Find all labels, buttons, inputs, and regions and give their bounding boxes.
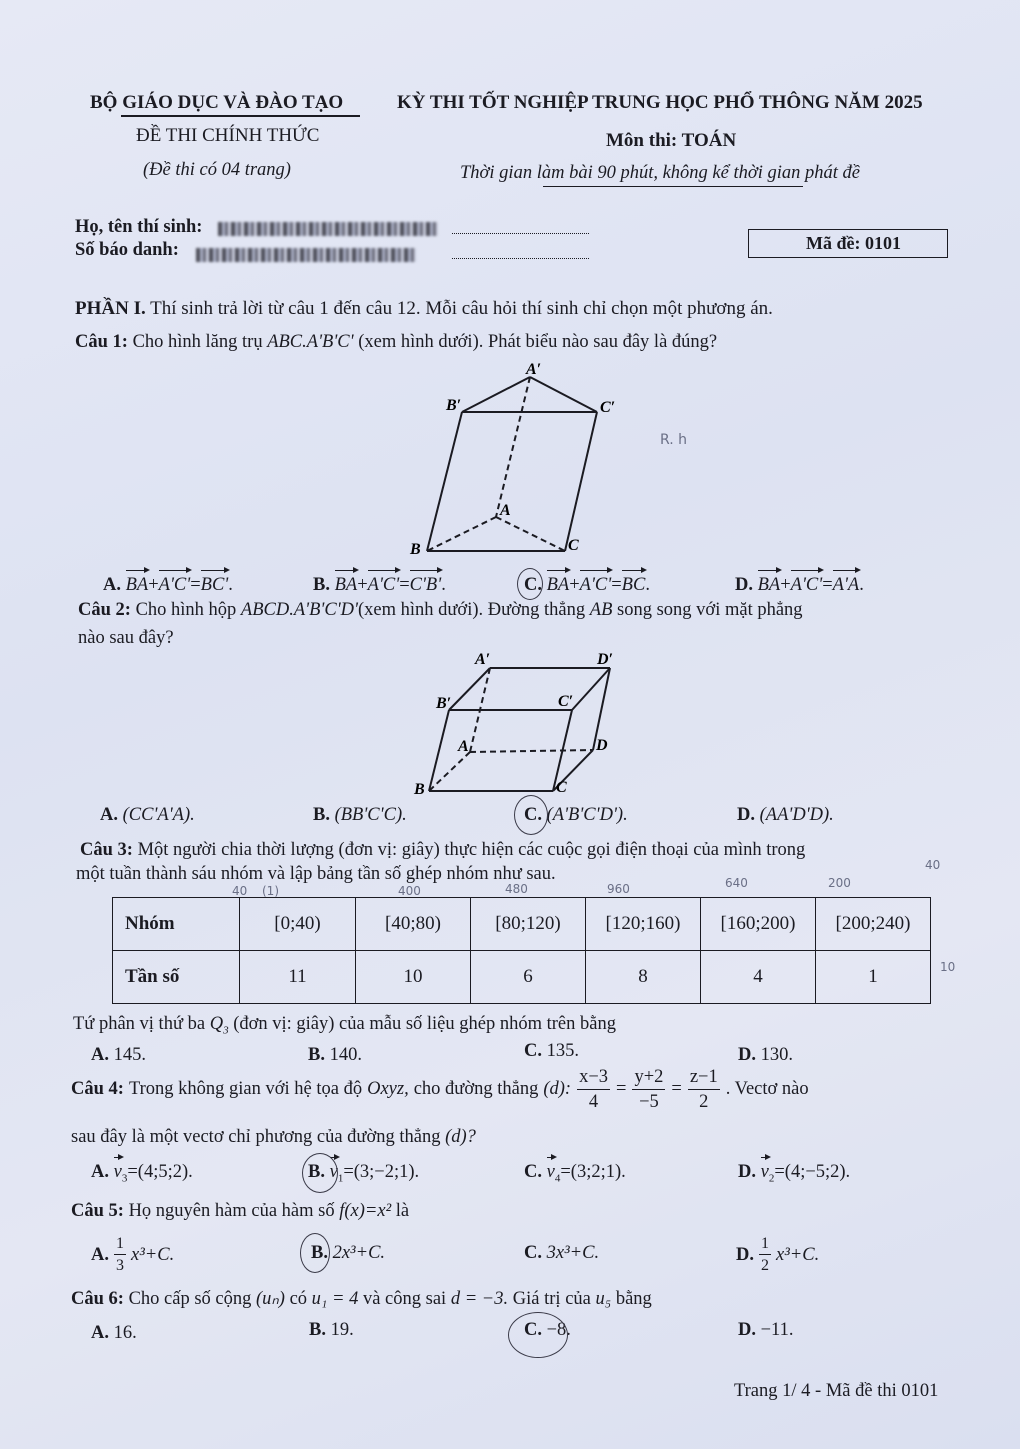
vector-sub: 4 — [554, 1172, 561, 1185]
question-2-line2: nào sau đây? — [78, 628, 174, 648]
candidate-name-label: Họ, tên thí sinh: — [75, 217, 203, 237]
fraction — [577, 1068, 610, 1111]
option-value: (CC'A'A). — [122, 805, 195, 825]
vector-a-c-prime: A'C' — [579, 575, 612, 595]
vector-result: C'B' — [409, 575, 442, 595]
fraction — [632, 1068, 665, 1111]
option-value: −11. — [760, 1320, 794, 1340]
question-6-text: Cho cấp số cộng — [128, 1289, 252, 1309]
question-4: Câu 4: Trong không gian với hệ tọa độ Oxyz, cho đường thẳng (d): $\frac{x-3}{4}$ = $\frac{y+2}{-5}$ = $\frac{z-1}{2}$ . Vectơ nào — [71, 1067, 809, 1112]
prompt-text-after: (đơn vị: giây) của mẫu số liệu ghép nhóm trên bằng — [233, 1014, 616, 1034]
option-value: x³+C. — [131, 1244, 175, 1265]
option-value: −8. — [546, 1320, 571, 1340]
table-cell: [160;200) — [701, 898, 816, 951]
q3-option-d[interactable] — [738, 1045, 793, 1066]
answer-circle-mark — [517, 568, 543, 600]
option-key: D. — [737, 805, 755, 825]
question-4-line2-text: sau đây là một vectơ chỉ phương của đường thẳng — [71, 1127, 441, 1147]
q4-option-c[interactable] — [524, 1162, 626, 1185]
question-4-label: Câu 4: — [71, 1079, 124, 1099]
prompt-math: Q — [209, 1014, 224, 1034]
vector-a-c-prime: A'C' — [367, 575, 400, 595]
candidate-name-value-redacted — [218, 220, 438, 238]
question-6-text-after: bằng — [615, 1289, 652, 1309]
q5-option-a[interactable] — [91, 1236, 174, 1274]
option-value: =(4;5;2). — [127, 1162, 193, 1182]
question-2-label: Câu 2: — [78, 600, 131, 620]
vector-a-c-prime: A'C' — [158, 575, 191, 595]
question-4-text-mid: cho đường thẳng — [413, 1079, 539, 1099]
option-key: D. — [735, 575, 753, 595]
q3-option-c[interactable] — [524, 1041, 579, 1062]
frac-den: 2 — [761, 1257, 769, 1274]
handwritten-mark: 40 — [232, 884, 248, 898]
handwritten-mark: 640 — [725, 876, 748, 890]
svg-text:C: C — [568, 537, 579, 554]
vector-sub: 1 — [337, 1172, 344, 1185]
question-5-text: Họ nguyên hàm của hàm số — [128, 1201, 335, 1221]
question-1 — [75, 332, 717, 353]
option-value: x³+C. — [776, 1244, 820, 1265]
q6-option-a[interactable] — [91, 1323, 137, 1344]
table-cell: [120;160) — [586, 898, 701, 951]
answer-circle-mark — [302, 1153, 338, 1193]
vector-v: v — [760, 1162, 769, 1182]
question-3-label: Câu 3: — [80, 840, 133, 860]
table-cell: [80;120) — [471, 898, 586, 951]
svg-text:B: B — [414, 781, 425, 798]
table-cell: [40;80) — [356, 898, 471, 951]
question-6-math1: (uₙ) — [256, 1289, 285, 1309]
id-dotted-line — [452, 258, 589, 259]
exam-code-box: Mã đề: 0101 — [748, 229, 948, 258]
option-key: D. — [736, 1244, 754, 1265]
frac-den: 4 — [588, 1091, 599, 1112]
frequency-table — [112, 897, 931, 1004]
question-4-line2-math: (d)? — [445, 1127, 476, 1147]
handwritten-mark: 200 — [828, 876, 851, 890]
svg-text:D′: D′ — [597, 651, 614, 668]
vector-ba: BA — [334, 575, 358, 595]
q5-option-d[interactable] — [736, 1236, 819, 1274]
answer-circle-mark — [300, 1233, 330, 1273]
vector-sub: 3 — [121, 1172, 128, 1185]
fraction — [759, 1236, 771, 1274]
line-name: (d): — [543, 1079, 572, 1099]
question-6-math2: u₁ = 4 — [311, 1289, 359, 1309]
q4-option-d[interactable] — [738, 1162, 850, 1185]
frac-num: y+2 — [632, 1068, 665, 1090]
vector-sub: 2 — [768, 1172, 775, 1185]
parallelepiped-figure — [400, 640, 640, 800]
page-footer: Trang 1/ 4 - Mã đề thi 0101 — [734, 1381, 939, 1401]
question-2-text: Cho hình hộp — [135, 600, 237, 620]
option-key: B. — [313, 575, 330, 595]
exam-title: KỲ THI TỐT NGHIỆP TRUNG HỌC PHỔ THÔNG NĂM 2025 — [397, 92, 923, 113]
option-key: A. — [103, 575, 121, 595]
svg-text:A′: A′ — [526, 361, 542, 378]
svg-text:C′: C′ — [600, 399, 616, 416]
frac-num: 1 — [759, 1236, 771, 1255]
question-5-text-after: là — [395, 1201, 410, 1221]
candidate-id-label: Số báo danh: — [75, 240, 179, 260]
fraction — [114, 1236, 126, 1274]
q1-option-a[interactable]: A. BA+A'C'=BC'. — [103, 575, 233, 595]
question-4-text: Trong không gian với hệ tọa độ — [128, 1079, 363, 1099]
table-cell: 6 — [471, 951, 586, 1004]
ministry-name: BỘ GIÁO DỤC VÀ ĐÀO TẠO — [90, 92, 344, 113]
option-key: D. — [738, 1162, 756, 1182]
option-key: A. — [91, 1162, 109, 1182]
question-6-label: Câu 6: — [71, 1289, 124, 1309]
option-key: D. — [738, 1045, 756, 1065]
handwritten-mark: 960 — [607, 882, 630, 896]
frac-den: 2 — [699, 1091, 709, 1112]
table-cell: 4 — [701, 951, 816, 1004]
option-key: B. — [309, 1320, 326, 1340]
svg-text:B′: B′ — [436, 695, 452, 712]
time-note-underline — [543, 186, 803, 187]
option-value: =(4;−5;2). — [774, 1162, 851, 1182]
table-cell: [0;40) — [240, 898, 356, 951]
question-4-math: Oxyz, — [367, 1079, 409, 1099]
option-key: B. — [311, 1243, 328, 1263]
question-1-text-after: (xem hình dưới). Phát biểu nào sau đây là đúng? — [358, 332, 718, 352]
option-value: 130. — [760, 1045, 793, 1065]
svg-text:C′: C′ — [558, 693, 574, 710]
option-key: A. — [100, 805, 118, 825]
option-key: A. — [91, 1244, 109, 1265]
question-2 — [78, 600, 803, 621]
question-4-text-after: . Vectơ nào — [725, 1079, 809, 1099]
frac-den: 3 — [116, 1257, 124, 1274]
question-6-text-mid1: có — [289, 1289, 308, 1309]
q6-option-b[interactable] — [309, 1320, 354, 1341]
vector-result: BC' — [200, 575, 229, 595]
table-header-group: Nhóm — [113, 898, 240, 951]
vector-a-c-prime: A'C' — [790, 575, 823, 595]
svg-text:B: B — [410, 541, 421, 558]
q4-option-a[interactable] — [91, 1162, 193, 1185]
part1-title: PHẦN I. — [75, 298, 146, 319]
question-6-math4: u₅ — [595, 1289, 612, 1309]
option-value: 135. — [546, 1041, 579, 1061]
vector-v: v — [113, 1162, 122, 1182]
question-6 — [71, 1288, 652, 1310]
prism-figure — [400, 360, 700, 560]
vector-ba: BA — [125, 575, 149, 595]
question-2-math2: AB — [589, 600, 613, 620]
q3-option-a[interactable] — [91, 1045, 146, 1066]
frac-num: x−3 — [577, 1068, 610, 1090]
frac-num: z−1 — [688, 1068, 720, 1090]
question-5 — [71, 1201, 409, 1222]
question-6-text-mid3: Giá trị của — [512, 1289, 591, 1309]
answer-circle-mark — [508, 1312, 568, 1358]
subject-label: Môn thi: TOÁN — [606, 130, 737, 151]
option-value: 16. — [113, 1323, 137, 1343]
vector-result: A'A — [832, 575, 860, 595]
option-value: 140. — [329, 1045, 362, 1065]
question-4-line2 — [71, 1127, 476, 1148]
option-key: C. — [524, 1243, 542, 1263]
question-5-math: f(x)=x² — [339, 1201, 392, 1221]
svg-text:A′: A′ — [475, 651, 491, 668]
question-2-text-after: song song với mặt phẳng — [617, 600, 803, 620]
q1-option-d[interactable]: D. BA+A'C'=A'A. — [735, 575, 864, 595]
option-value: 2x³+C. — [332, 1243, 386, 1263]
option-value: =(3;−2;1). — [343, 1162, 420, 1182]
q3-option-b[interactable] — [308, 1045, 362, 1066]
option-value: 19. — [330, 1320, 354, 1340]
frac-num: 1 — [114, 1236, 126, 1255]
option-key: B. — [308, 1045, 325, 1065]
table-row — [113, 951, 931, 1004]
question-3-line2: một tuần thành sáu nhóm và lập bảng tần số ghép nhóm như sau. — [76, 864, 556, 884]
handwritten-mark: 480 — [505, 882, 528, 896]
option-value: 3x³+C. — [546, 1243, 600, 1263]
option-value: =(3;2;1). — [560, 1162, 626, 1182]
question-2-text-mid: (xem hình dưới). Đường thẳng — [357, 600, 586, 620]
option-value: (A'B'C'D'). — [546, 805, 628, 825]
part1-heading — [75, 298, 773, 320]
handwritten-mark: 400 — [398, 884, 421, 898]
q1-option-b[interactable]: B. BA+A'C'=C'B'. — [313, 575, 446, 595]
handwritten-note: R. h — [660, 432, 688, 448]
vector-result: BC — [621, 575, 646, 595]
handwritten-mark: (1) — [262, 884, 279, 898]
answer-circle-mark — [514, 795, 548, 835]
q2-option-a[interactable] — [100, 805, 195, 826]
svg-text:C: C — [556, 779, 567, 796]
vector-ba: BA — [546, 575, 570, 595]
option-key: B. — [313, 805, 330, 825]
question-6-text-mid2: và công sai — [362, 1289, 447, 1309]
time-note: Thời gian làm bài 90 phút, không kể thời gian phát đề — [460, 163, 860, 183]
question-1-math: ABC.A'B'C' — [267, 332, 354, 352]
question-1-text: Cho hình lăng trụ — [132, 332, 263, 352]
question-3-prompt — [73, 1014, 616, 1037]
table-cell: 11 — [240, 951, 356, 1004]
option-key: A. — [91, 1045, 109, 1065]
svg-text:A: A — [458, 738, 469, 755]
name-dotted-line — [452, 233, 589, 234]
table-cell: 1 — [816, 951, 931, 1004]
q1-option-c[interactable]: C. BA+A'C'=BC. — [524, 575, 650, 595]
table-cell: [200;240) — [816, 898, 931, 951]
option-value: (AA'D'D). — [759, 805, 834, 825]
q2-option-d[interactable] — [737, 805, 834, 826]
option-key: A. — [91, 1323, 109, 1343]
option-key: D. — [738, 1320, 756, 1340]
question-2-math: ABCD.A'B'C'D' — [240, 600, 358, 620]
ministry-underline — [121, 115, 360, 117]
option-value: 145. — [113, 1045, 146, 1065]
question-1-label: Câu 1: — [75, 332, 128, 352]
option-key: B. — [308, 1162, 325, 1182]
question-3 — [80, 840, 805, 861]
option-key: C. — [524, 1162, 542, 1182]
q6-option-d[interactable] — [738, 1320, 794, 1341]
table-cell: 10 — [356, 951, 471, 1004]
frac-den: −5 — [639, 1091, 659, 1112]
svg-text:B′: B′ — [446, 397, 462, 414]
prompt-sub: 3 — [223, 1024, 229, 1037]
vector-v: v — [546, 1162, 555, 1182]
fraction — [688, 1068, 720, 1111]
prompt-text: Tứ phân vị thứ ba — [73, 1014, 206, 1034]
candidate-id-value-redacted — [196, 246, 416, 264]
question-6-math3: d = −3. — [450, 1289, 509, 1309]
table-cell: 8 — [586, 951, 701, 1004]
handwritten-mark: 40 — [925, 858, 941, 872]
svg-text:D: D — [596, 737, 608, 754]
q2-option-b[interactable] — [313, 805, 407, 826]
q5-option-c[interactable] — [524, 1243, 599, 1264]
option-key: C. — [524, 575, 542, 595]
pages-note: (Đề thi có 04 trang) — [143, 160, 291, 180]
official-label: ĐỀ THI CHÍNH THỨC — [136, 125, 320, 146]
handwritten-mark: 10 — [940, 960, 956, 974]
question-3-text: Một người chia thời lượng (đơn vị: giây) thực hiện các cuộc gọi điện thoại của mình trong — [137, 840, 806, 860]
option-key: C. — [524, 1320, 542, 1340]
vector-ba: BA — [757, 575, 781, 595]
question-5-label: Câu 5: — [71, 1201, 124, 1221]
option-value: (BB'C'C). — [334, 805, 407, 825]
table-header-frequency: Tần số — [113, 951, 240, 1004]
option-key: C. — [524, 805, 542, 825]
part1-instructions: Thí sinh trả lời từ câu 1 đến câu 12. Mỗi câu hỏi thí sinh chỉ chọn một phương án. — [150, 298, 773, 319]
table-row — [113, 898, 931, 951]
option-key: C. — [524, 1041, 542, 1061]
vector-v: v — [329, 1162, 338, 1182]
svg-text:A: A — [500, 502, 511, 519]
